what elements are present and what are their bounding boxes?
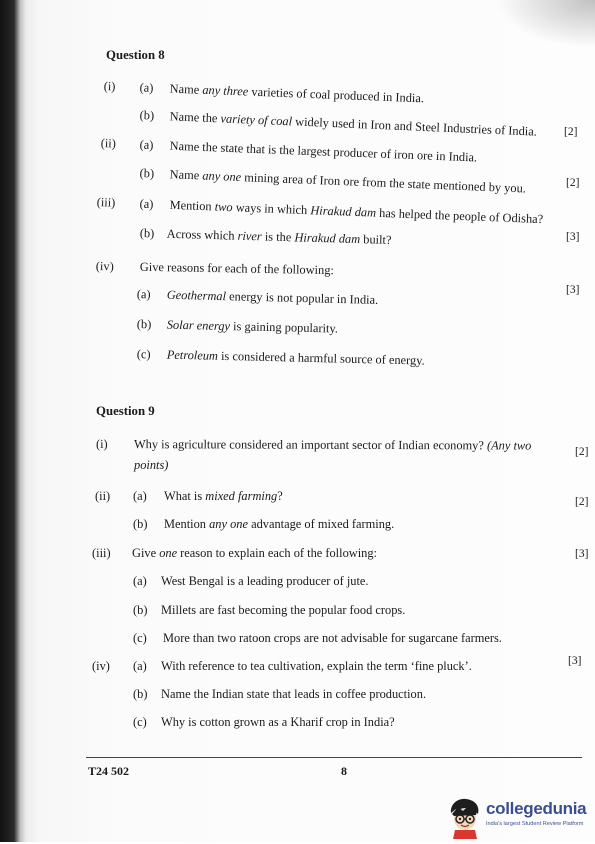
q9-iv-a: (iv) (a) With reference to tea cultivation, explain the term ‘fine pluck’. <box>92 659 472 673</box>
q8-iii-marks: [3] <box>566 231 580 243</box>
mascot-icon <box>446 797 484 839</box>
page-shadow <box>495 0 595 48</box>
q9-iii-b: (b) Millets are fast becoming the popular food crops. <box>133 603 406 617</box>
q9-iii-a: (a) West Bengal is a leading producer of jute. <box>133 574 369 588</box>
question-8-title: Question 8 <box>106 48 165 62</box>
paper-code: T24 502 <box>88 764 130 778</box>
brand-name: collegedunia <box>486 799 587 818</box>
q8-iv-a: (a) Geothermal energy is not popular in India. <box>136 287 379 307</box>
collegedunia-logo[interactable] <box>446 797 595 839</box>
q9-iii: (iii) Give one reason to explain each of the following: <box>92 546 377 560</box>
q9-ii-b: (b) Mention any one advantage of mixed farming. <box>133 517 395 531</box>
q8-iv-marks: [3] <box>566 284 580 296</box>
q8-ii-b: (b) Name any one mining area of Iron ore from the state mentioned by you. <box>139 166 527 196</box>
q8-i-marks: [2] <box>564 126 578 138</box>
q9-iii-marks: [3] <box>575 548 589 560</box>
footer-rule <box>86 757 582 758</box>
q9-iv-marks: [3] <box>568 655 582 667</box>
q9-iv-b: (b) Name the Indian state that leads in coffee production. <box>133 687 427 701</box>
brand-tagline: India's largest Student Review Platform <box>486 821 584 827</box>
page-number: 8 <box>341 764 347 778</box>
q9-i: (i) Why is agriculture considered an important sector of Indian economy? (Any two <box>95 437 532 453</box>
q8-i-a: (i) (a) Name any three varieties of coal produced in India. <box>103 79 425 106</box>
q8-iii-a: (iii) (a) Mention two ways in which Hirakud dam has helped the people of Odisha? <box>96 195 544 227</box>
q8-ii-marks: [2] <box>566 177 580 189</box>
q8-i-b: (b) Name the variety of coal widely used in Iron and Steel Industries of India. <box>139 108 538 139</box>
question-9-title: Question 9 <box>96 404 155 418</box>
q8-iv-c: (c) Petroleum is considered a harmful source of energy. <box>136 347 425 368</box>
q9-iii-c: (c) More than two ratoon crops are not advisable for sugarcane farmers. <box>133 631 502 645</box>
q8-iii-b: (b) Across which river is the Hirakud dam built? <box>139 226 392 248</box>
q9-ii-a: (ii) (a) What is mixed farming? <box>95 489 283 503</box>
q8-iv-b: (b) Solar energy is gaining popularity. <box>136 317 339 336</box>
q8-ii-a: (ii) (a) Name the state that is the largest producer of iron ore in India. <box>100 136 478 165</box>
q9-i-marks: [2] <box>575 446 589 458</box>
q9-i-cont: points) <box>134 458 169 472</box>
q9-iv-c: (c) Why is cotton grown as a Kharif crop in India? <box>133 715 395 729</box>
q8-iv: (iv) Give reasons for each of the following: <box>95 259 335 278</box>
q9-ii-marks: [2] <box>575 496 589 508</box>
